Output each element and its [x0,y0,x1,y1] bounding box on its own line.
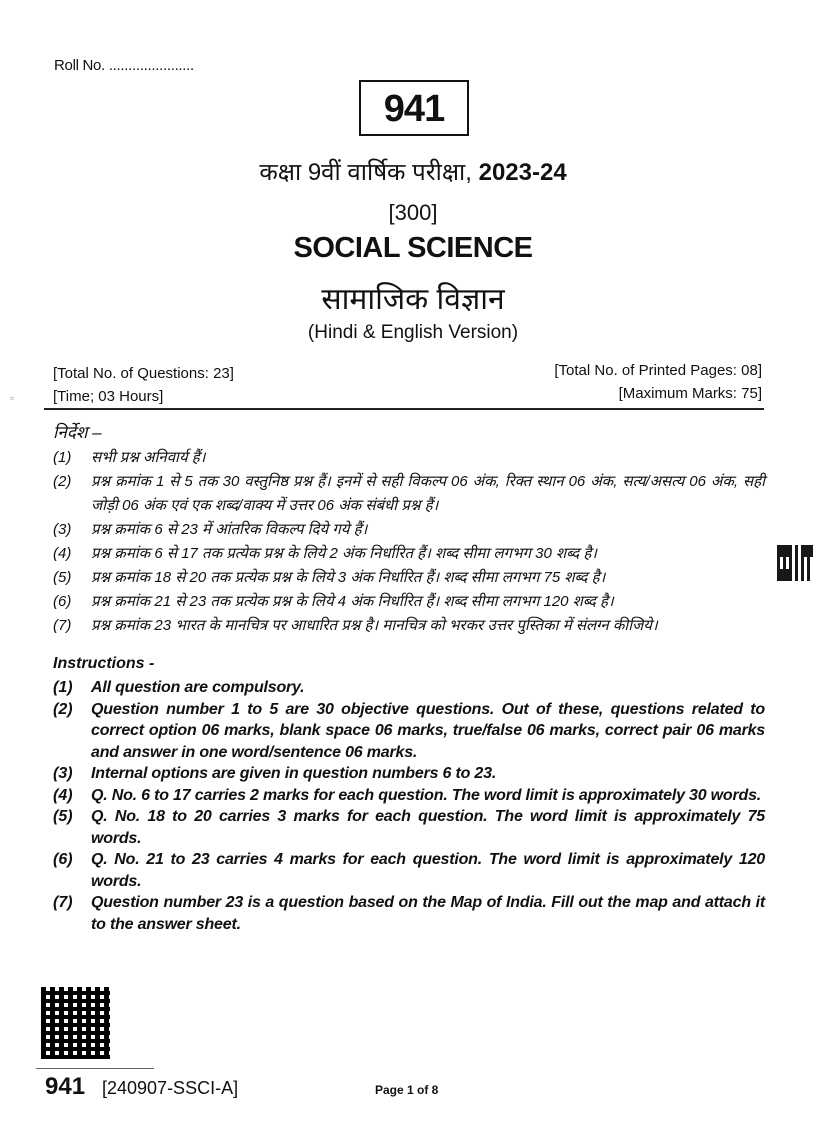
version-label: (Hindi & English Version) [307,322,519,343]
item-number: (7) [53,894,73,911]
item-text: Q. No. 18 to 20 carries 3 marks for each question. The word limit is approximately 75 words. [91,808,765,847]
list-item [53,699,765,764]
item-text: Q. No. 21 to 23 carries 4 marks for each question. The word limit is approximately 120 words. [91,851,765,890]
item-text: प्रश्न क्रमांक 23 भारत के मानचित्र पर आधारित प्रश्न है। मानचित्र को भरकर उत्तर पुस्तिका में संलग्न कीजिये। [91,617,658,634]
subject-title-hindi: सामाजिक विज्ञान [321,283,505,316]
item-text: प्रश्न क्रमांक 6 से 23 में आंतरिक विकल्प दिये गये हैं। [91,521,368,538]
item-number: (6) [53,593,72,610]
paper-code-box: 941 [359,80,469,136]
list-item [53,677,765,699]
exam-title [0,155,826,188]
item-text: सभी प्रश्न अनिवार्य हैं। [91,449,206,466]
item-number: (2) [53,700,73,718]
footer-reference: [240907-SSCI-A] [102,1078,239,1098]
list-item [53,849,765,892]
list-item [53,542,765,566]
item-number: (1) [53,679,73,696]
header-divider [44,408,764,410]
subject-code: [300] [388,200,438,225]
list-item [53,590,765,614]
item-text: Question number 23 is a question based on the Map of India. Fill out the map and attach it to the answer sheet. [91,894,765,933]
datamatrix-barcode-icon [41,987,110,1059]
list-item [53,763,765,785]
item-number: (5) [53,808,73,825]
list-item [53,518,765,542]
footer-paper-code: 941 [45,1073,86,1100]
list-item [53,614,765,638]
scan-speck: ≈ [10,394,15,403]
total-questions: [Total No. of Questions: 23] [53,365,234,382]
list-item [53,892,765,935]
time-allowed: [Time; 03 Hours] [53,388,164,405]
item-text: Q. No. 6 to 17 carries 2 marks for each question. The word limit is approximately 30 words. [91,786,762,804]
roll-number-field: Roll No. ...................... [54,57,194,74]
item-text: प्रश्न क्रमांक 1 से 5 तक 30 वस्तुनिष्ठ प्रश्न हैं। इनमें से सही विकल्प 06 अंक, रिक्त स्थान 06 अंक, सत्य/असत्य 06 अंक, सही जोड़ी 06 अंक एवं एक शब्द/वाक्य में उत्तर 06 अंक संबंधी प्रश्न हैं। [91,473,765,514]
subject-title: SOCIAL SCIENCE [293,232,533,264]
item-text: प्रश्न क्रमांक 18 से 20 तक प्रत्येक प्रश्न के लिये 3 अंक निर्धारित हैं। शब्द सीमा लगभग 75 शब्द है। [91,569,606,586]
item-number: (1) [53,449,72,466]
list-item [53,470,765,518]
item-text: प्रश्न क्रमांक 21 से 23 तक प्रत्येक प्रश्न के लिये 4 अंक निर्धारित हैं। शब्द सीमा लगभग 120 शब्द है। [91,593,614,610]
list-item [53,446,765,470]
instructions-english-heading: Instructions - [53,655,155,672]
exam-year: 2023-24 [478,159,567,186]
item-text: प्रश्न क्रमांक 6 से 17 तक प्रत्येक प्रश्न के लिये 2 अंक निर्धारित हैं। शब्द सीमा लगभग 30 शब्द है। [91,545,597,562]
item-number: (5) [53,569,72,586]
item-number: (3) [53,765,73,782]
item-text: Question number 1 to 5 are 30 objective questions. Out of these, questions related to correct option 06 marks, blank space 06 marks, true/false 06 marks, correct pair 06 marks and answer in one word/sentence 06 marks. [91,700,765,761]
item-text: Internal options are given in question numbers 6 to 23. [91,765,497,782]
qr-code-icon [777,545,813,581]
item-text: All question are compulsory. [91,679,305,696]
footer-divider [36,1068,154,1069]
instructions-hindi-heading: निर्देश – [53,423,102,442]
item-number: (4) [53,786,73,804]
exam-title-hindi: कक्षा 9वीं वार्षिक परीक्षा, [259,159,472,186]
instructions-english-list [53,677,765,935]
maximum-marks: [Maximum Marks: 75] [618,385,762,402]
item-number: (7) [53,617,72,634]
page-number: Page 1 of 8 [375,1083,439,1097]
list-item [53,566,765,590]
item-number: (6) [53,851,73,868]
item-number: (4) [53,545,72,562]
total-pages: [Total No. of Printed Pages: 08] [554,362,762,379]
item-number: (3) [53,521,72,538]
list-item [53,806,765,849]
list-item [53,785,765,807]
instructions-hindi-list [53,446,765,638]
item-number: (2) [53,473,72,490]
